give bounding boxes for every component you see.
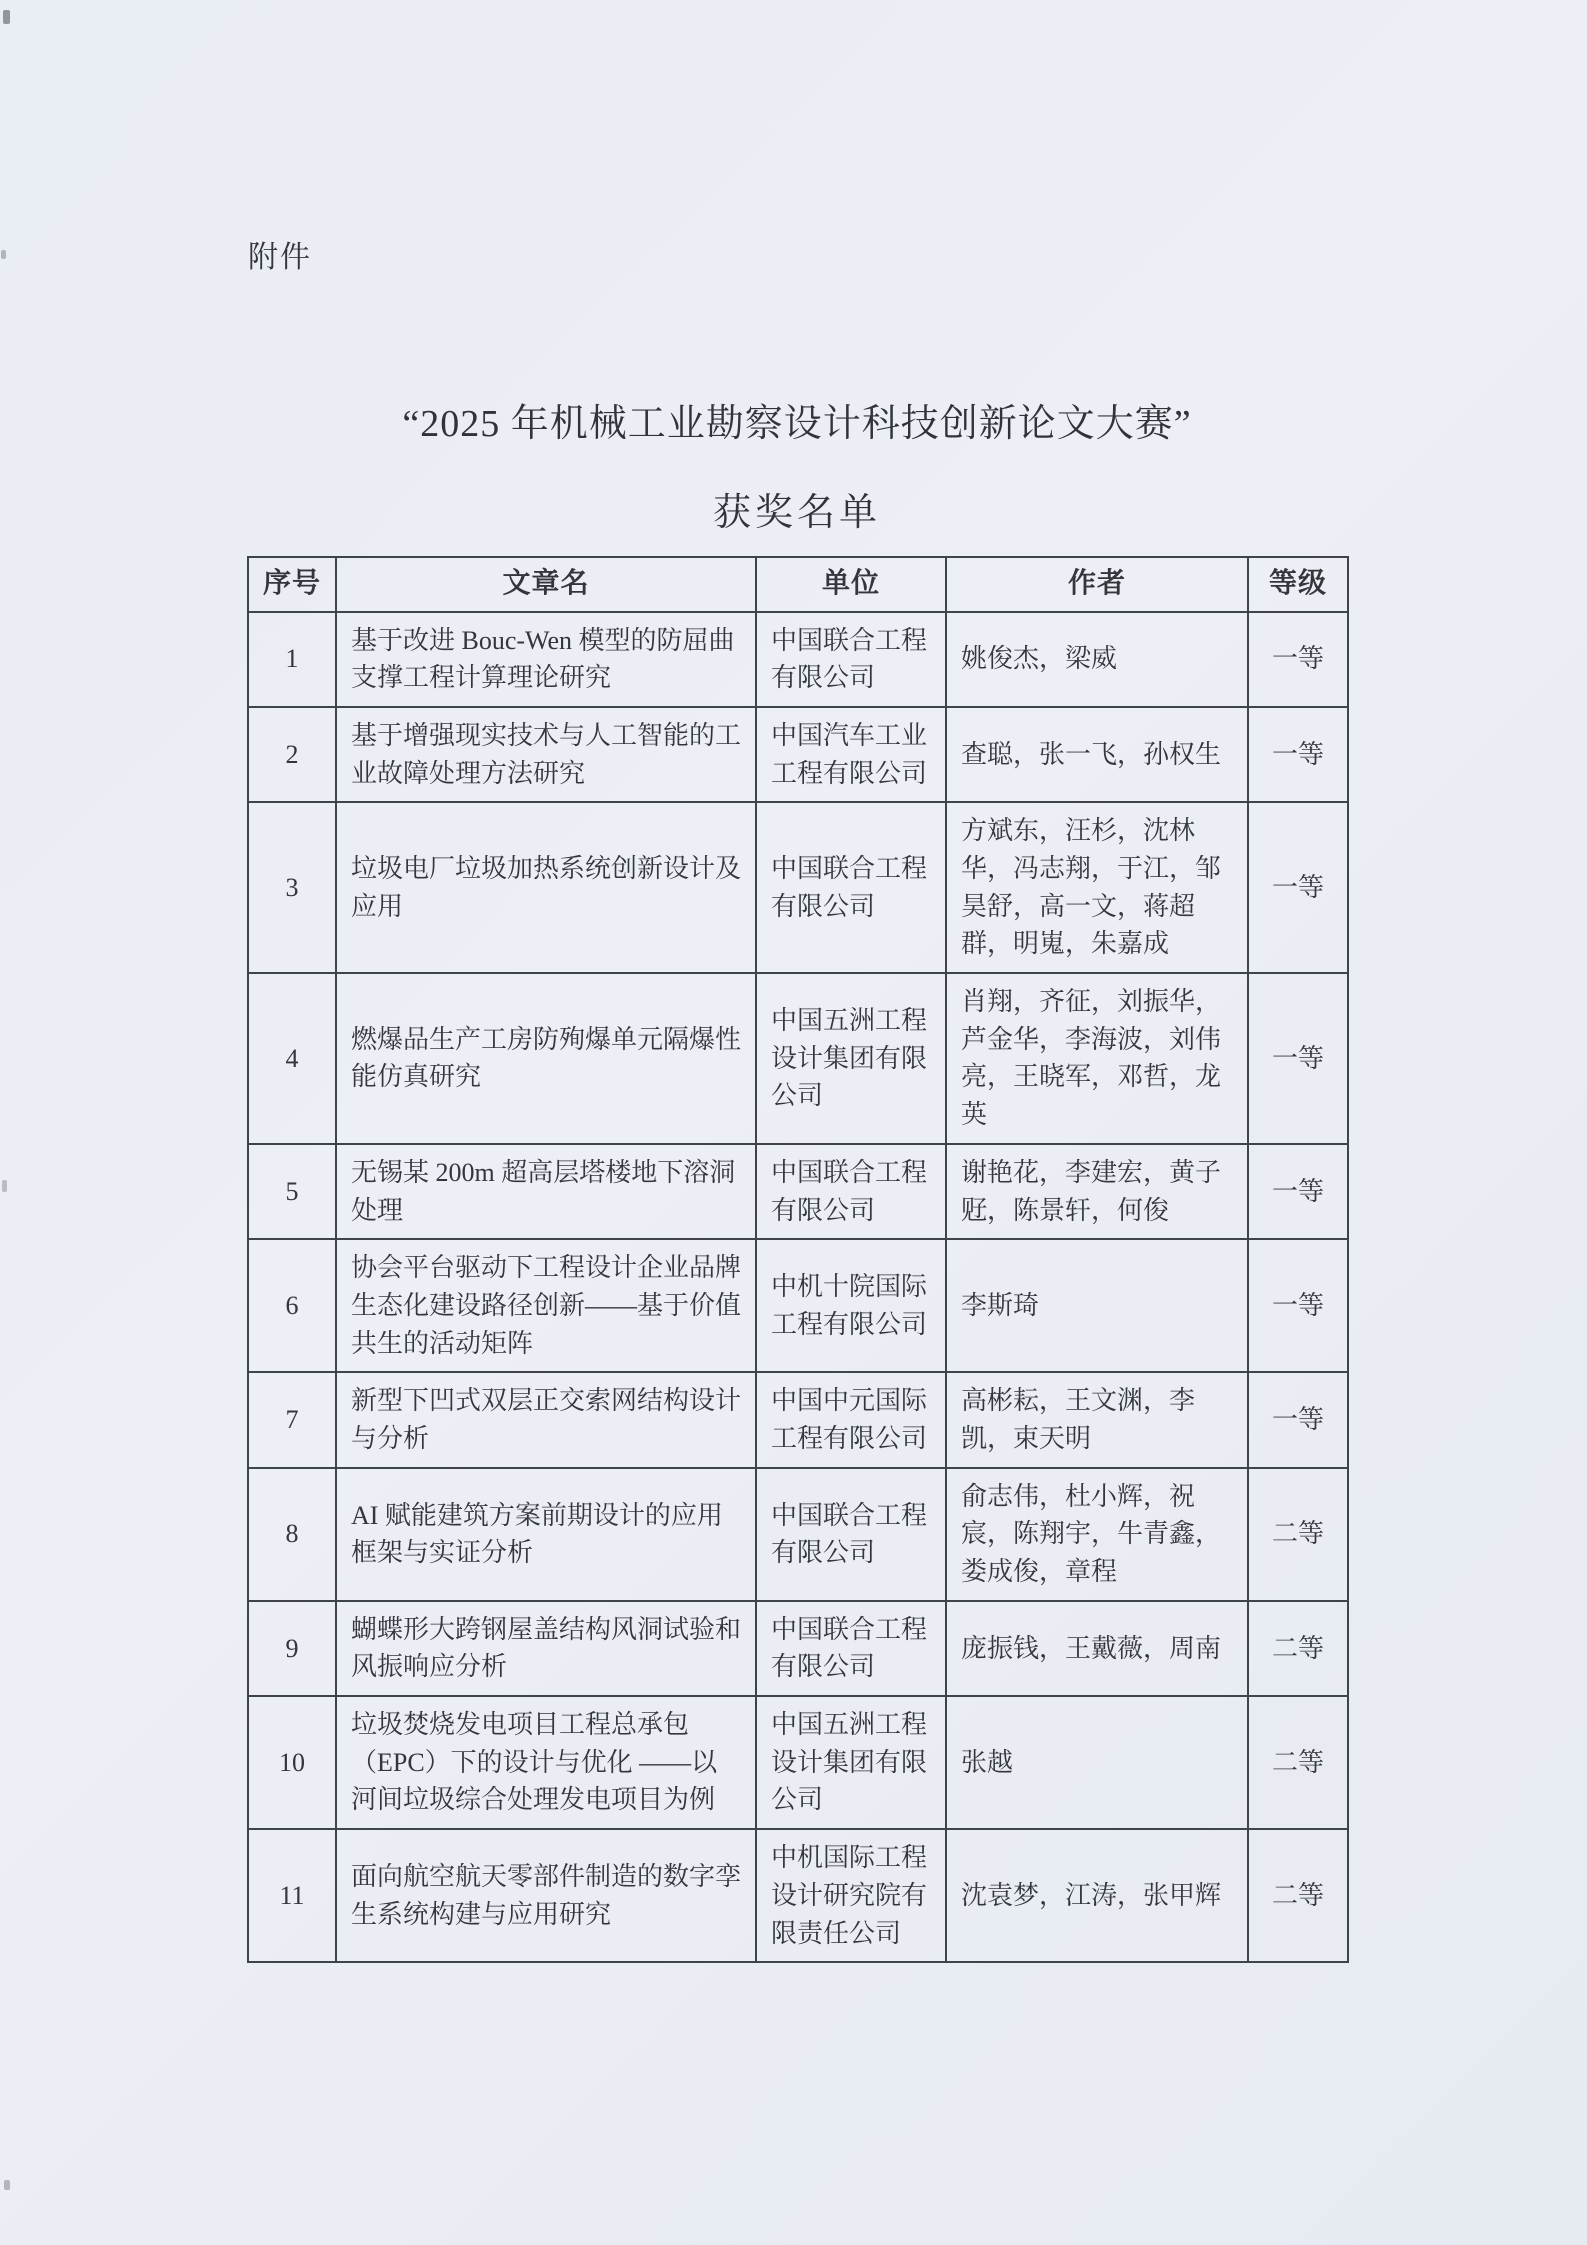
award-grade: 一等 (1248, 973, 1348, 1144)
award-grade: 一等 (1248, 802, 1348, 973)
authors: 查聪，张一飞，孙权生 (946, 707, 1248, 802)
authors: 方斌东，汪杉，沈林华，冯志翔，于江，邹昊舒，高一文，蒋超群，明嵬，朱嘉成 (946, 802, 1248, 973)
scan-artifact (3, 10, 10, 24)
header-authors: 作者 (946, 557, 1248, 612)
organization: 中国联合工程有限公司 (756, 802, 946, 973)
organization: 中国五洲工程设计集团有限公司 (756, 973, 946, 1144)
row-number: 5 (248, 1144, 336, 1239)
organization: 中国联合工程有限公司 (756, 612, 946, 707)
row-number: 11 (248, 1829, 336, 1962)
organization: 中国汽车工业工程有限公司 (756, 707, 946, 802)
award-grade: 二等 (1248, 1696, 1348, 1829)
authors: 沈袁梦，江涛，张甲辉 (946, 1829, 1248, 1962)
table-row (248, 707, 1348, 802)
table-row (248, 973, 1348, 1144)
table-row (248, 1601, 1348, 1696)
header-org: 单位 (756, 557, 946, 612)
paper-title: 新型下凹式双层正交索网结构设计与分析 (336, 1372, 756, 1467)
table-row (248, 1239, 1348, 1372)
scan-artifact (2, 1180, 7, 1192)
paper-title: 基于增强现实技术与人工智能的工业故障处理方法研究 (336, 707, 756, 802)
table-row (248, 1144, 1348, 1239)
document-title-block (247, 392, 1347, 536)
award-grade: 一等 (1248, 1372, 1348, 1467)
authors: 俞志伟，杜小辉，祝宸，陈翔宇，牛青鑫，娄成俊，章程 (946, 1468, 1248, 1601)
authors: 高彬耘，王文渊，李凯，束天明 (946, 1372, 1248, 1467)
award-grade: 一等 (1248, 707, 1348, 802)
row-number: 4 (248, 973, 336, 1144)
organization: 中机十院国际工程有限公司 (756, 1239, 946, 1372)
award-grade: 一等 (1248, 1239, 1348, 1372)
organization: 中国联合工程有限公司 (756, 1601, 946, 1696)
table-row (248, 802, 1348, 973)
organization: 中国联合工程有限公司 (756, 1468, 946, 1601)
row-number: 10 (248, 1696, 336, 1829)
paper-title: AI 赋能建筑方案前期设计的应用框架与实证分析 (336, 1468, 756, 1601)
paper-title: 垃圾电厂垃圾加热系统创新设计及应用 (336, 802, 756, 973)
award-grade: 一等 (1248, 1144, 1348, 1239)
table-row (248, 1696, 1348, 1829)
row-number: 1 (248, 612, 336, 707)
paper-title: 蝴蝶形大跨钢屋盖结构风洞试验和风振响应分析 (336, 1601, 756, 1696)
table-row (248, 612, 1348, 707)
row-number: 7 (248, 1372, 336, 1467)
header-award: 等级 (1248, 557, 1348, 612)
award-grade: 二等 (1248, 1468, 1348, 1601)
row-number: 2 (248, 707, 336, 802)
award-grade: 二等 (1248, 1829, 1348, 1962)
organization: 中国联合工程有限公司 (756, 1144, 946, 1239)
organization: 中国中元国际工程有限公司 (756, 1372, 946, 1467)
authors: 姚俊杰，梁威 (946, 612, 1248, 707)
scan-artifact (4, 2180, 10, 2190)
authors: 肖翔，齐征，刘振华，芦金华，李海波，刘伟亮，王晓军，邓哲，龙英 (946, 973, 1248, 1144)
row-number: 8 (248, 1468, 336, 1601)
award-grade: 一等 (1248, 612, 1348, 707)
document-subtitle: 获奖名单 (712, 492, 881, 534)
award-grade: 二等 (1248, 1601, 1348, 1696)
awards-table-body (248, 612, 1348, 1963)
authors: 庞振钱，王戴薇，周南 (946, 1601, 1248, 1696)
header-title: 文章名 (336, 557, 756, 612)
table-row (248, 1372, 1348, 1467)
paper-title: 协会平台驱动下工程设计企业品牌生态化建设路径创新——基于价值共生的活动矩阵 (336, 1239, 756, 1372)
paper-title: 垃圾焚烧发电项目工程总承包（EPC）下的设计与优化 ——以河间垃圾综合处理发电项目为例 (336, 1696, 756, 1829)
authors: 谢艳花，李建宏，黄子觃，陈景轩，何俊 (946, 1144, 1248, 1239)
awards-table (247, 556, 1349, 1963)
row-number: 3 (248, 802, 336, 973)
document-title: “2025 年机械工业勘察设计科技创新论文大赛” (402, 403, 1192, 445)
table-row (248, 1829, 1348, 1962)
awards-table-header (248, 557, 1348, 612)
paper-title: 基于改进 Bouc-Wen 模型的防屈曲支撑工程计算理论研究 (336, 612, 756, 707)
authors: 李斯琦 (946, 1239, 1248, 1372)
paper-title: 燃爆品生产工房防殉爆单元隔爆性能仿真研究 (336, 973, 756, 1144)
organization: 中机国际工程设计研究院有限责任公司 (756, 1829, 946, 1962)
header-no: 序号 (248, 557, 336, 612)
organization: 中国五洲工程设计集团有限公司 (756, 1696, 946, 1829)
authors: 张越 (946, 1696, 1248, 1829)
paper-title: 无锡某 200m 超高层塔楼地下溶洞处理 (336, 1144, 756, 1239)
row-number: 6 (248, 1239, 336, 1372)
row-number: 9 (248, 1601, 336, 1696)
scan-artifact (1, 250, 6, 259)
table-row (248, 1468, 1348, 1601)
paper-title: 面向航空航天零部件制造的数字孪生系统构建与应用研究 (336, 1829, 756, 1962)
attachment-label: 附件 (248, 241, 312, 274)
